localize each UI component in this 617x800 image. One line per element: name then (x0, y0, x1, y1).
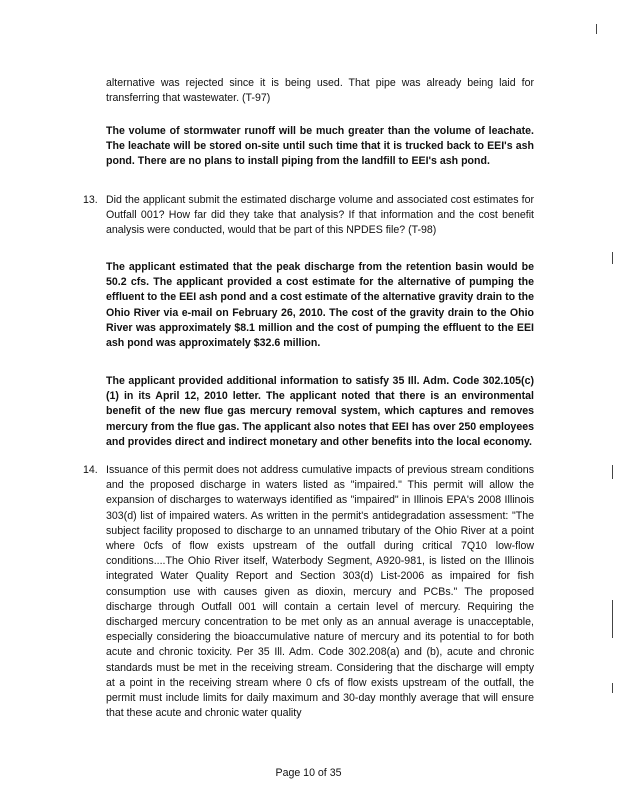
question-14-number: 14. (83, 464, 98, 476)
question-13-response-1 (106, 260, 534, 351)
response-intro (106, 124, 534, 170)
question-13-number: 13. (83, 194, 98, 206)
scan-mark (612, 683, 613, 693)
question-14 (106, 463, 534, 721)
question-13 (106, 193, 534, 239)
response-intro-text: The volume of stormwater runoff will be much greater than the volume of leachate. The leachate will be stored on-site until such time that it is trucked back to EEI's ash pond. There are no plans to install piping from the landfill to EEI's ash pond. (106, 125, 534, 168)
question-13-response-1-text: The applicant estimated that the peak discharge from the retention basin would be 50.2 cfs. The applicant provided a cost estimate for the alternative of pumping the effluent to the EEI ash pond and a cost estimate of the alternative gravity drain to the Ohio River via e-mail on February 26, 2010. The cost of the gravity drain to the Ohio River was approximately $8.1 million and the cost of pumping the effluent to the EEI ash pond was approximately $32.6 million. (106, 261, 534, 350)
scan-mark (596, 24, 597, 34)
question-13-text: Did the applicant submit the estimated discharge volume and associated cost estimates for Outfall 001? How far did they take that analysis? If that information and the cost benefit analysis were conducted, would that be part of this NPDES file? (T-98) (106, 194, 534, 237)
question-14-text: Issuance of this permit does not address cumulative impacts of previous stream conditions and the proposed discharge in waters listed as "impaired." This permit will allow the expansion of discharges to waterways identified as "impaired" in Illinois EPA's 2008 Illinois 303(d) list of impaired waters. As written in the permit's antidegradation assessment: "The subject facility proposed to discharge to an unnamed tributary of the Ohio River at a point where 0cfs of flow exists upstream of the outfall during critical 7Q10 low-flow conditions....The Ohio River itself, Waterbody Segment, A920-981, is listed on the Illinois integrated Water Quality Report and Section 303(d) List-2006 as impaired for fish consumption use with causes given as dioxin, mercury and PCBs." The proposed discharge through Outfall 001 will contain a certain level of mercury. Requiring the discharged mercury concentration to be met only as an annual average is unacceptable, especially considering the bioaccumulative nature of mercury and its potential to for both acute and chronic toxicity. Per 35 Ill. Adm. Code 302.208(a) and (b), acute and chronic standards must be met in the receiving stream. Considering that the discharge will empty at a point in the receiving stream where 0 cfs of flow exists upstream of the outfall, the permit must include limits for daily maximum and 30-day monthly average that will ensure that these acute and chronic water quality (106, 464, 534, 720)
paragraph-intro (106, 76, 534, 106)
scan-mark (612, 252, 613, 264)
scan-mark (612, 465, 613, 479)
scan-mark (612, 600, 613, 638)
question-13-response-2-text: The applicant provided additional information to satisfy 35 Ill. Adm. Code 302.105(c)(1) in its April 12, 2010 letter. The applicant noted that there is an environmental benefit of the new flue gas mercury removal system, which captures and removes mercury from the flue gas. The applicant also notes that EEI has over 250 employees and provides direct and indirect monetary and other benefits into the local economy. (106, 375, 534, 448)
page-number: Page 10 of 35 (275, 767, 342, 779)
question-13-response-2 (106, 374, 534, 450)
intro-text: alternative was rejected since it is being used. That pipe was already being laid for transferring that wastewater. (T-97) (106, 77, 534, 105)
